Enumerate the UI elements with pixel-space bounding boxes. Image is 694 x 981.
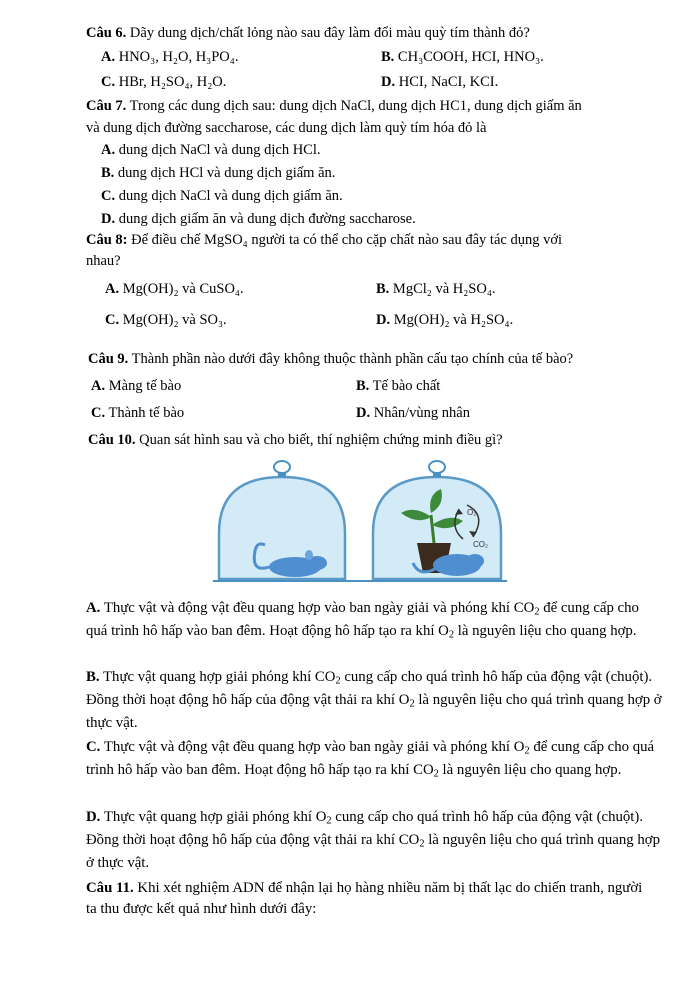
q7-option-d: D. dung dịch giấm ăn và dung dịch đường saccharose. [101,211,416,227]
q9-stem: Câu 9. Thành phần nào dưới đây không thuộc thành phần cấu tạo chính của tế bào? [88,351,574,367]
q10-stem: Câu 10. Quan sát hình sau và cho biết, thí nghiệm chứng minh điều gì? [88,432,503,448]
q10-number: Câu 10. [88,432,136,448]
q10-option-c: C. Thực vật và động vật đều quang hợp vào ban ngày giải và phóng khí $O_2$ để cung cấp cho quá trình hô hấp vào ban đêm. Hoạt động hô hấp tạo ra khí $CO_2$ là nguyên liệu cho quang hợp. [86,739,655,780]
q6-option-d: D. HCI, NaCI, KCI. [381,74,499,90]
q9-number: Câu 9. [88,351,129,367]
q6-option-a: A. HNO₃, H₂O, H₃PO₄. [101,49,239,65]
q9-option-c: C. Thành tế bào [91,405,185,421]
q8-option-c: C. Mg(OH)₂ và SO₃. [105,312,227,328]
q11-number: Câu 11. [86,880,134,896]
q10-option-a: A. Thực vật và động vật đều quang hợp vào ban ngày giải và phóng khí $CO_2$ để cung cấp cho quá trình hô hấp vào ban đêm. Hoạt động hô hấp tạo ra khí $O_2$ là nguyên liệu cho quang hợp. [86,600,639,641]
q6-option-c: C. HBr, H₂SO₄, H₂O. [101,74,227,90]
q9-option-a: A. Màng tế bào [91,378,182,394]
q10-option-b: B. Thực vật quang hợp giải phóng khí $CO_2$ cung cấp cho quá trình hô hấp của động vật (chuột). Đồng thời hoạt động hô hấp của động vật thải ra khí $O_2$ là nguyên liệu cho quá trình quang hợp ở thực vật. [86,669,662,732]
q7-stem-line1: Câu 7. Trong các dung dịch sau: dung dịch NaCl, dung dịch HC1, dung dịch giấm ăn [86,98,582,114]
q8-option-d: D. Mg(OH)₂ và H₂SO₄. [376,312,514,328]
q8-option-a: A. Mg(OH)₂ và CuSO₄. [105,281,244,297]
q6-option-b: B. CH₃COOH, HCI, HNO₃. [381,49,544,65]
o2-label: O₂ [467,508,477,517]
q7-option-a: A. dung dịch NaCl và dung dịch HCl. [101,142,321,158]
q7-stem-line2: và dung dịch đường saccharose, các dung dịch làm quỳ tím hóa đỏ là [86,120,487,136]
q6-number: Câu 6. [86,25,127,41]
q7-option-b: B. dung dịch HCl và dung dịch giấm ăn. [101,165,336,181]
q9-option-d: D. Nhân/vùng nhân [356,405,470,421]
q11-stem: Câu 11. Khi xét nghiệm ADN để nhận lại họ hàng nhiều năm bị thất lạc do chiến tranh, người ta thu được kết quả như hình dưới đây: [86,880,643,917]
q7-number: Câu 7. [86,98,127,114]
q8-stem-line2: nhau? [86,253,121,269]
q8-number: Câu 8: [86,232,128,248]
q6-text: Dãy dung dịch/chất lỏng nào sau đây làm đổi màu quỳ tím thành đỏ? [126,25,530,41]
bell-jar-experiment-figure [205,455,515,585]
co2-label: CO₂ [473,540,489,549]
q9-option-b: B. Tế bào chất [356,378,441,394]
q7-option-c: C. dung dịch NaCl và dung dịch giấm ăn. [101,188,343,204]
q10-option-d: D. Thực vật quang hợp giải phóng khí $O_2$ cung cấp cho quá trình hô hấp của động vật (chuột). Đồng thời hoạt động hô hấp của động vật thải ra khí $CO_2$ là nguyên liệu cho quá trình quang hợp ở thực vật. [86,809,660,872]
q8-stem-line1: Câu 8: Để điều chế MgSO₄ người ta có thể cho cặp chất nào sau đây tác dụng với [86,232,563,248]
q8-option-b: B. MgCl₂ và H₂SO₄. [376,281,496,297]
q6-stem [86,24,530,42]
